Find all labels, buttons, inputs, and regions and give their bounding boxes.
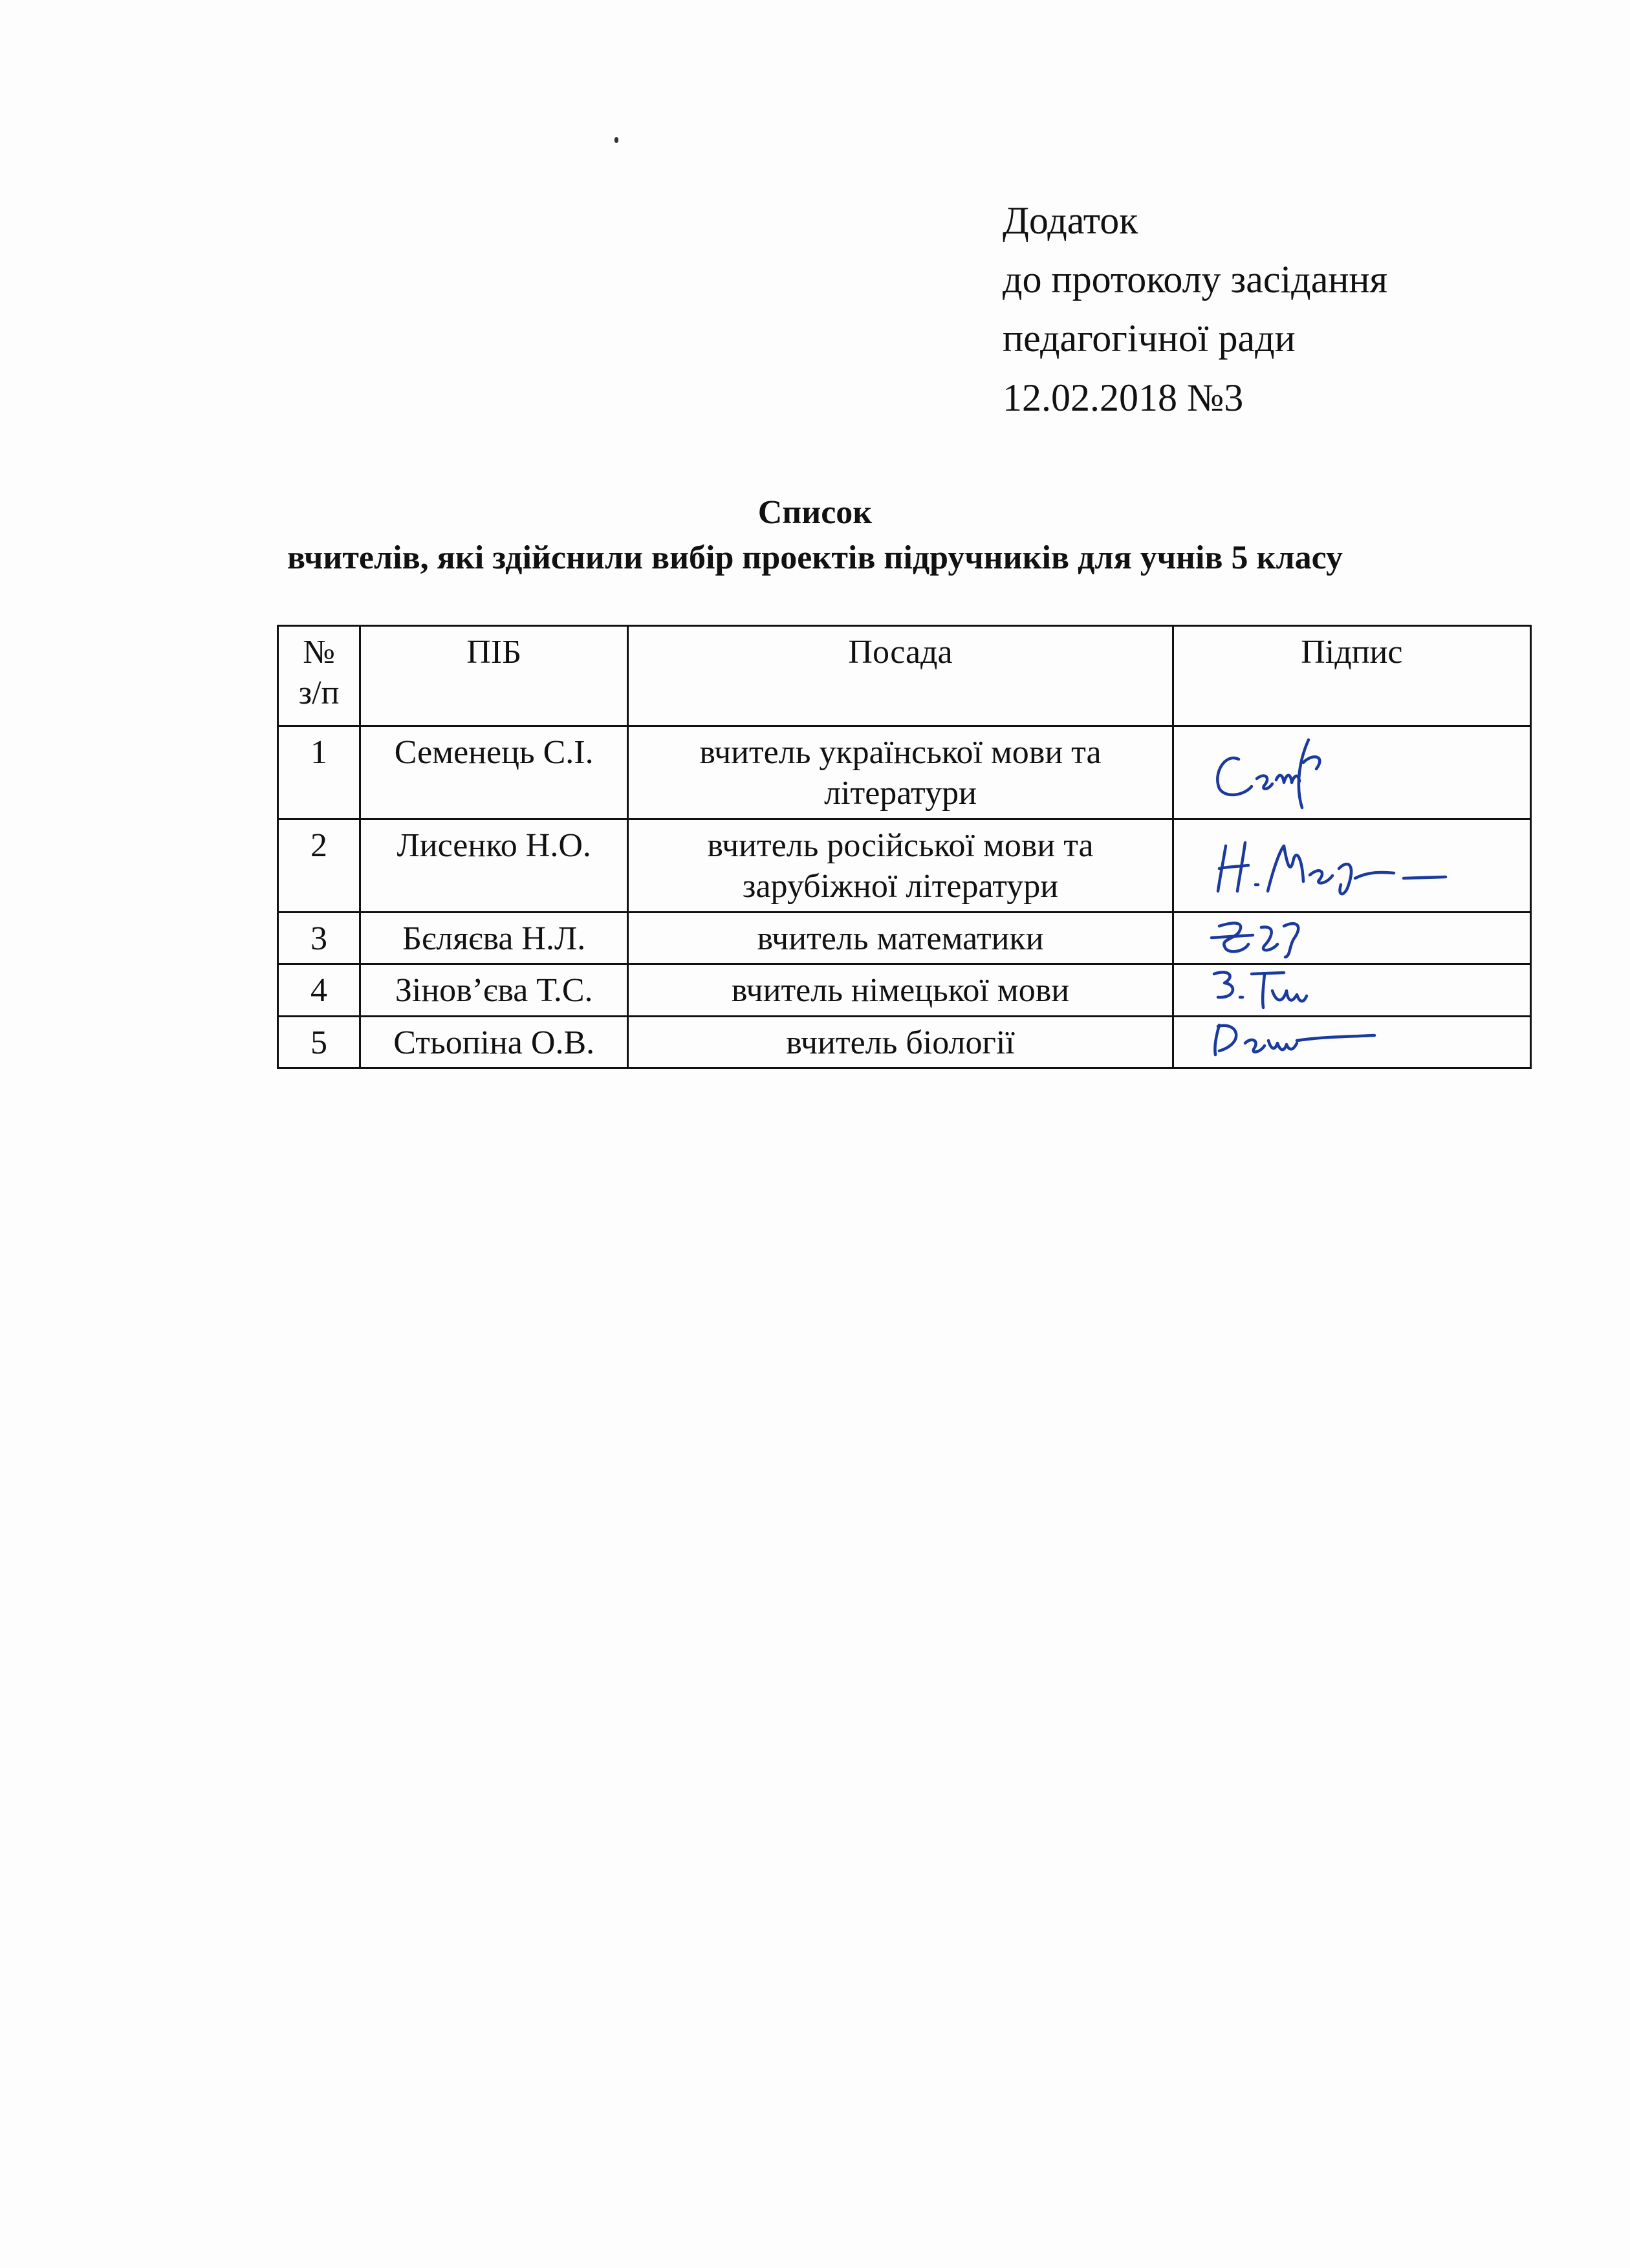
- row-name: Зінов’єва Т.С.: [360, 964, 628, 1016]
- row-number: 2: [278, 819, 360, 912]
- header-number-line2: з/п: [298, 675, 340, 712]
- handwritten-signature-1: [1200, 727, 1394, 811]
- row-position: [628, 819, 1173, 912]
- annex-line-3: педагогічної ради: [1003, 317, 1296, 360]
- title-line-2: вчителів, які здійснили вибір проектів підручників для учнів 5 класу: [287, 539, 1343, 577]
- table-row: [278, 726, 1531, 819]
- header-name: ПІБ: [360, 626, 628, 726]
- row-position: вчитель математики: [628, 912, 1173, 964]
- position-line1: вчитель російської мови та: [707, 826, 1094, 864]
- row-number: 5: [278, 1016, 360, 1068]
- table-row: [278, 964, 1531, 1016]
- row-name: Стьопіна О.В.: [360, 1016, 628, 1068]
- row-number: 4: [278, 964, 360, 1016]
- document-title: [0, 490, 1630, 581]
- table-row: [278, 819, 1531, 912]
- handwritten-signature-2: [1200, 820, 1472, 904]
- teachers-table: [277, 625, 1532, 1069]
- row-signature: [1173, 964, 1530, 1016]
- header-number: [278, 626, 360, 726]
- row-name: Семенець С.І.: [360, 726, 628, 819]
- header-position: Посада: [628, 626, 1173, 726]
- position-line1: вчитель української мови та: [699, 734, 1102, 771]
- scan-speck: [614, 137, 618, 143]
- table-row: [278, 1016, 1531, 1068]
- row-signature: [1173, 1016, 1530, 1068]
- row-name: Лисенко Н.О.: [360, 819, 628, 912]
- row-position: вчитель німецької мови: [628, 964, 1173, 1016]
- annex-line-4: 12.02.2018 №3: [1003, 376, 1244, 419]
- row-signature: [1173, 726, 1530, 819]
- title-line-1: Список: [757, 494, 873, 531]
- table-row: [278, 912, 1531, 964]
- row-number: 3: [278, 912, 360, 964]
- row-number: 1: [278, 726, 360, 819]
- annex-line-1: Додаток: [1003, 199, 1138, 242]
- row-name: Бєляєва Н.Л.: [360, 912, 628, 964]
- handwritten-signature-5: [1200, 1017, 1394, 1060]
- table-header-row: [278, 626, 1531, 726]
- header-signature: Підпис: [1173, 626, 1530, 726]
- position-line2: зарубіжної літератури: [742, 868, 1059, 905]
- handwritten-signature-3: [1200, 913, 1342, 958]
- header-number-line1: №: [303, 634, 335, 671]
- annex-line-2: до протоколу засідання: [1003, 258, 1388, 301]
- row-signature: [1173, 912, 1530, 964]
- row-position: вчитель біології: [628, 1016, 1173, 1068]
- row-position: [628, 726, 1173, 819]
- annex-block: [1003, 191, 1387, 427]
- row-signature: [1173, 819, 1530, 912]
- position-line2: літератури: [824, 775, 977, 812]
- handwritten-signature-4: [1200, 965, 1342, 1010]
